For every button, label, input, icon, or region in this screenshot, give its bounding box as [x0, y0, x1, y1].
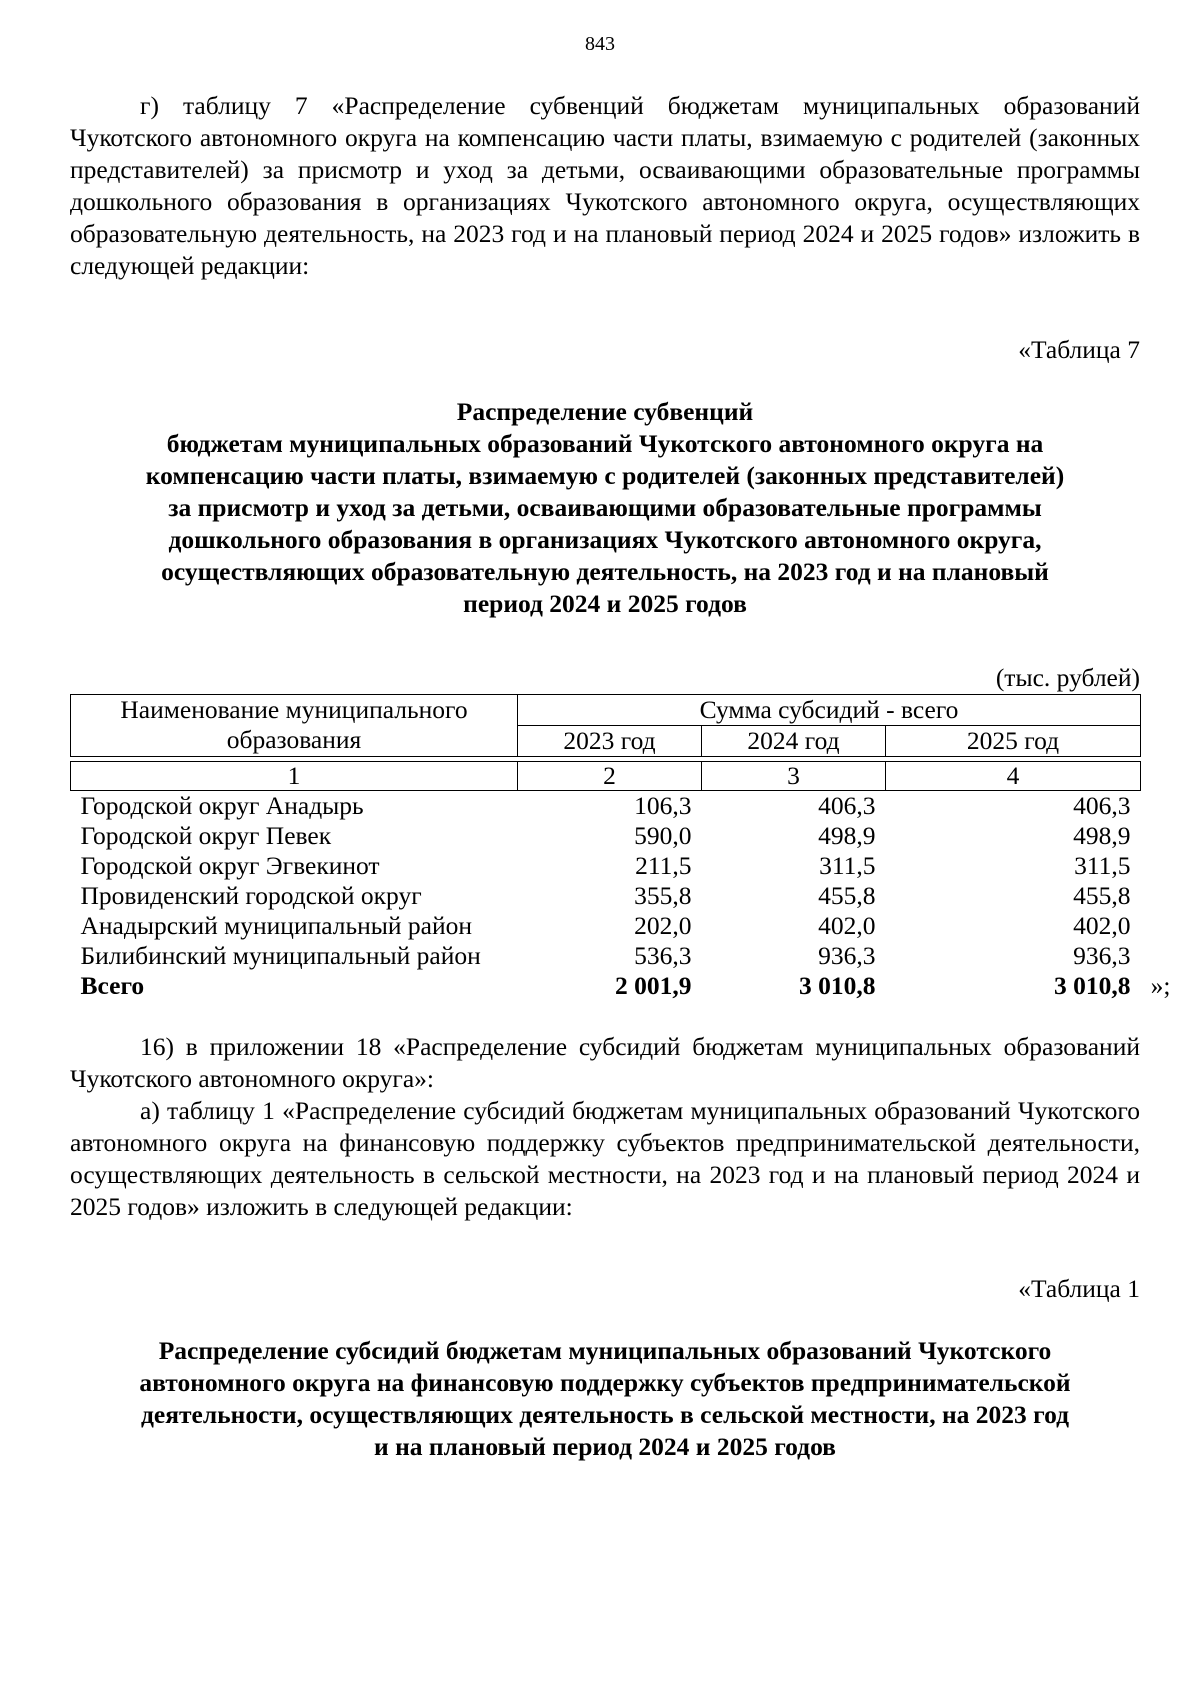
quote-close-mark: »; [1150, 971, 1171, 1000]
row-name: Провиденский городской округ [80, 881, 422, 910]
table7-units: (тыс. рублей) [995, 663, 1140, 692]
row-value-2023: 590,0 [634, 821, 692, 850]
table7-title-line: дошкольного образования в организациях Чукотского автономного округа, [168, 525, 1042, 554]
row-name: Городской округ Эгвекинот [80, 851, 380, 880]
row-value-2024: 311,5 [819, 851, 876, 880]
row-value-2025: 936,3 [1073, 941, 1131, 970]
table7-title-line: бюджетам муниципальных образований Чукотского автономного округа на [166, 429, 1044, 458]
table7-title-line: осуществляющих образовательную деятельность, на 2023 год и на плановый [161, 557, 1049, 586]
row-name: Анадырский муниципальный район [80, 911, 473, 940]
table-row [71, 821, 1141, 851]
header-year-2023: 2023 год [518, 726, 702, 757]
table7-title [70, 396, 1140, 620]
row-value-2023: 211,5 [635, 851, 692, 880]
row-name: Городской округ Певек [80, 821, 332, 850]
row-value-2023: 202,0 [634, 911, 692, 940]
paragraph-a: а) таблицу 1 «Распределение субсидий бюджетам муниципальных образований Чукотского автономного округа на финансовую поддержку субъектов предпринимательской деятельности, осуществляющих деятельность в сельской местности, на 2023 год и на плановый период 2024 и 2025 годов» изложить в следующей редакции: [70, 1096, 1140, 1221]
row-value-2024: 936,3 [818, 941, 876, 970]
table-total-row [71, 971, 1141, 1001]
column-number: 2 [518, 762, 702, 791]
row-value-2023: 536,3 [634, 941, 692, 970]
row-value-2024: 402,0 [818, 911, 876, 940]
table1-title-line: деятельности, осуществляющих деятельность в сельской местности, на 2023 год [140, 1400, 1070, 1429]
page-number: 843 [585, 33, 615, 55]
row-value-2025: 406,3 [1073, 791, 1131, 820]
total-label: Всего [80, 971, 145, 1000]
table7-title-line: за присмотр и уход за детьми, осваивающими образовательные программы [168, 493, 1042, 522]
table7-header-row [71, 695, 1141, 726]
row-name: Билибинский муниципальный район [80, 941, 481, 970]
row-value-2025: 498,9 [1073, 821, 1131, 850]
row-value-2024: 498,9 [818, 821, 876, 850]
column-number: 3 [702, 762, 886, 791]
table1-title-line: Распределение субсидий бюджетам муниципальных образований Чукотского [158, 1336, 1052, 1365]
table-row [71, 851, 1141, 881]
table7-column-numbers-row [71, 762, 1141, 791]
table-row [71, 791, 1141, 822]
header-year-2024: 2024 год [702, 726, 886, 757]
table-row [71, 941, 1141, 971]
table7-label: «Таблица 7 [1018, 335, 1140, 364]
column-number: 1 [71, 762, 518, 791]
intro-paragraph: г) таблицу 7 «Распределение субвенций бюджетам муниципальных образований Чукотского автономного округа на компенсацию части платы, взимаемую с родителей (законных представителей) за присмотр и уход за детьми, осваивающими образовательные программы дошкольного образования в организациях Чукотского автономного округа, осуществляющих образовательную деятельность, на 2023 год и на плановый период 2024 и 2025 годов» изложить в следующей редакции: [70, 91, 1140, 280]
table1-title [70, 1335, 1140, 1463]
row-value-2024: 455,8 [818, 881, 876, 910]
row-value-2025: 311,5 [1074, 851, 1131, 880]
total-value-2024: 3 010,8 [799, 971, 876, 1000]
header-sum-group: Сумма субсидий - всего [518, 695, 1141, 726]
total-value-2025 [886, 971, 1171, 1001]
header-year-2025: 2025 год [886, 726, 1141, 757]
table1-title-line: автономного округа на финансовую поддержку субъектов предпринимательской [139, 1368, 1071, 1397]
total-value-2023: 2 001,9 [615, 971, 692, 1000]
row-value-2024: 406,3 [818, 791, 876, 820]
table-row [71, 881, 1141, 911]
row-value-2025: 402,0 [1073, 911, 1131, 940]
total-value-2025-text: 3 010,8 [1054, 971, 1131, 1000]
paragraph-16: 16) в приложении 18 «Распределение субсидий бюджетам муниципальных образований Чукотского автономного округа»: [70, 1032, 1140, 1093]
row-value-2023: 106,3 [634, 791, 692, 820]
table7 [70, 694, 1171, 1001]
table7-title-line: период 2024 и 2025 годов [463, 589, 747, 618]
table1-label: «Таблица 1 [1018, 1274, 1140, 1303]
table-row [71, 911, 1141, 941]
header-name-column: Наименование муниципального образования [71, 695, 518, 757]
column-number: 4 [886, 762, 1141, 791]
table7-title-line: Распределение субвенций [456, 397, 754, 426]
row-value-2025: 455,8 [1073, 881, 1131, 910]
row-value-2023: 355,8 [634, 881, 692, 910]
row-name: Городской округ Анадырь [80, 791, 364, 820]
table7-title-line: компенсацию части платы, взимаемую с родителей (законных представителей) [145, 461, 1065, 490]
table1-title-line: и на плановый период 2024 и 2025 годов [374, 1432, 836, 1461]
document-body [70, 90, 1171, 1463]
